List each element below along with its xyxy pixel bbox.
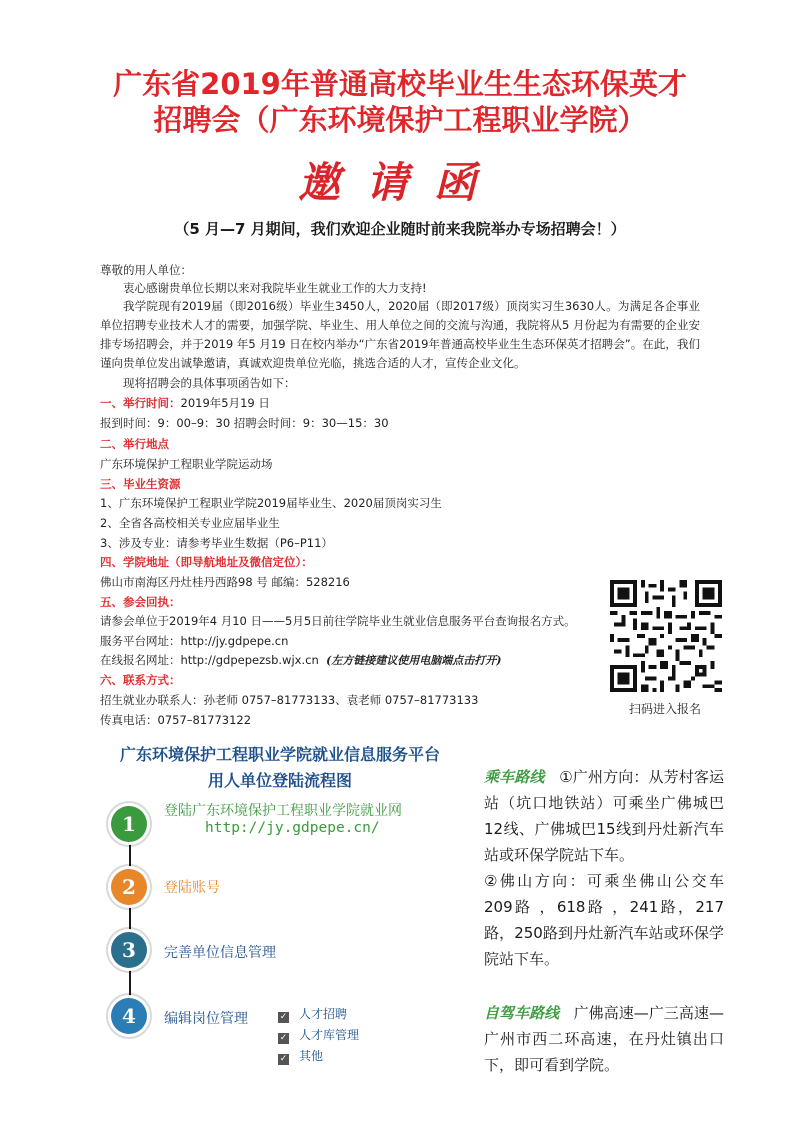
drive-route-block [484, 1000, 724, 1078]
section-1 [100, 395, 270, 411]
title-line-1: 广东省2019年普通高校毕业生生态环保英才 [113, 67, 687, 101]
drive-route-heading: 自驾车路线 [484, 1004, 560, 1022]
checkbox-icon: ✓ [279, 1054, 288, 1064]
subtitle: （5 月—7 月期间，我们欢迎企业随时前来我院举办专场招聘会！） [174, 220, 626, 238]
section-5-heading: 五、参会回执： [100, 595, 181, 609]
section-6-line-2: 传真电话：0757–81773122 [100, 713, 252, 727]
title-line-2: 招聘会（广东环境保护工程职业学院） [153, 103, 647, 137]
section-4-address: 佛山市南海区丹灶桂丹西路98 号 邮编：528216 [100, 575, 350, 589]
notice-line: 现将招聘会的具体事项函告如下： [123, 376, 296, 390]
sub-item-label: 人才库管理 [299, 1028, 360, 1042]
flow-title-line-2: 用人单位登陆流程图 [207, 771, 352, 790]
section-4-heading: 四、学院地址（即导航地址及微信定位）： [100, 555, 313, 569]
thanks-paragraph: 衷心感谢贵单位长期以来对我院毕业生就业工作的大力支持! [123, 281, 427, 295]
step-3-badge: 3 [111, 932, 147, 968]
section-2-place: 广东环境保护工程职业学院运动场 [100, 457, 273, 471]
bus-route-heading: 乘车路线 [484, 768, 545, 786]
section-1-date: 2019年5月19 日 [180, 396, 270, 410]
section-5-line-3 [100, 652, 501, 669]
signup-note: (左方链接建议使用电脑端点击打开) [326, 654, 502, 667]
flow-connector-line [129, 820, 131, 1015]
section-3-item-1: 1、广东环境保护工程职业学院2019届毕业生、2020届顶岗实习生 [100, 496, 442, 510]
checkbox-icon: ✓ [279, 1033, 288, 1043]
section-6-line-1: 招生就业办联系人：孙老师 0757–81773133、袁老师 0757–81773133 [100, 693, 479, 707]
sub-item-talent-recruit [278, 1005, 347, 1023]
sub-item-other [278, 1047, 323, 1065]
section-1-heading: 一、举行时间： [100, 396, 181, 410]
sub-item-talent-pool [278, 1026, 359, 1044]
section-2-heading: 二、举行地点 [100, 437, 169, 451]
step-1-badge: 1 [111, 806, 147, 842]
qr-code-icon[interactable] [610, 580, 722, 692]
step-1-url[interactable]: http://jy.gdpepe.cn/ [205, 820, 380, 836]
service-platform-url[interactable]: 服务平台网址：http://jy.gdpepe.cn [100, 634, 289, 648]
section-3-item-3: 3、涉及专业：请参考毕业生数据（P6–P11） [100, 536, 333, 550]
sub-item-label: 人才招聘 [299, 1007, 348, 1021]
sub-item-label: 其他 [299, 1049, 324, 1063]
step-1-label: 登陆广东环境保护工程职业学院就业网 [164, 803, 402, 819]
bus-route-text-1: ①广州方向：从芳村客运站（坑口地铁站）可乘坐广佛城巴12线、广佛城巴15线到丹灶新汽车站或环保学院站下车。 [484, 768, 724, 864]
step-2-badge: 2 [111, 869, 147, 905]
qr-caption: 扫码进入报名 [628, 702, 701, 716]
section-6-heading: 六、联系方式： [100, 673, 181, 687]
invitation-heading: 邀请函 [297, 158, 502, 207]
step-4-label: 编辑岗位管理 [164, 1011, 248, 1027]
checkbox-icon: ✓ [279, 1012, 288, 1022]
section-1-times: 报到时间：9：00–9：30 招聘会时间：9：30—15：30 [100, 416, 389, 430]
bus-route-text-2: ②佛山方向：可乘坐佛山公交车 209路 ，618路 ，241路，217路，250路到丹灶新汽车站或环保学院站下车。 [484, 872, 724, 968]
step-3-label: 完善单位信息管理 [164, 945, 276, 961]
step-2-label: 登陆账号 [164, 880, 220, 896]
intro-paragraph: 我学院现有2019届（即2016级）毕业生3450人，2020届（即2017级）顶岗实习生3630人。为满足各企事业单位招聘专业技术人才的需要，加强学院、毕业生、用人单位之间的交流与沟通，我院将从5 月份起为有需要的企业安排专场招聘会，并于2019 年5 月19 日在校内举办“广东省2019年普通高校毕业生生态环保英才招聘会”。在此，我们谨向贵单位发出诚挚邀请，真诚欢迎贵单位光临，挑选合适的人才，宣传企业文化。 [100, 299, 700, 370]
salutation: 尊敬的用人单位： [100, 263, 192, 277]
section-3-item-2: 2、全省各高校相关专业应届毕业生 [100, 516, 280, 530]
step-4-badge: 4 [111, 998, 147, 1034]
section-5-line-1: 请参会单位于2019年4 月10 日——5月5日前往学院毕业生就业信息服务平台查询报名方式。 [100, 614, 576, 628]
flow-title-line-1: 广东环境保护工程职业学院就业信息服务平台 [119, 745, 440, 764]
signup-url[interactable]: 在线报名网址：http://gdpepezsb.wjx.cn [100, 653, 319, 667]
bus-route-block [484, 764, 724, 972]
section-3-heading: 三、毕业生资源 [100, 477, 181, 491]
drive-route-text: 广佛高速—广三高速—广州市西二环高速，在丹灶镇出口下，即可看到学院。 [484, 1004, 724, 1074]
